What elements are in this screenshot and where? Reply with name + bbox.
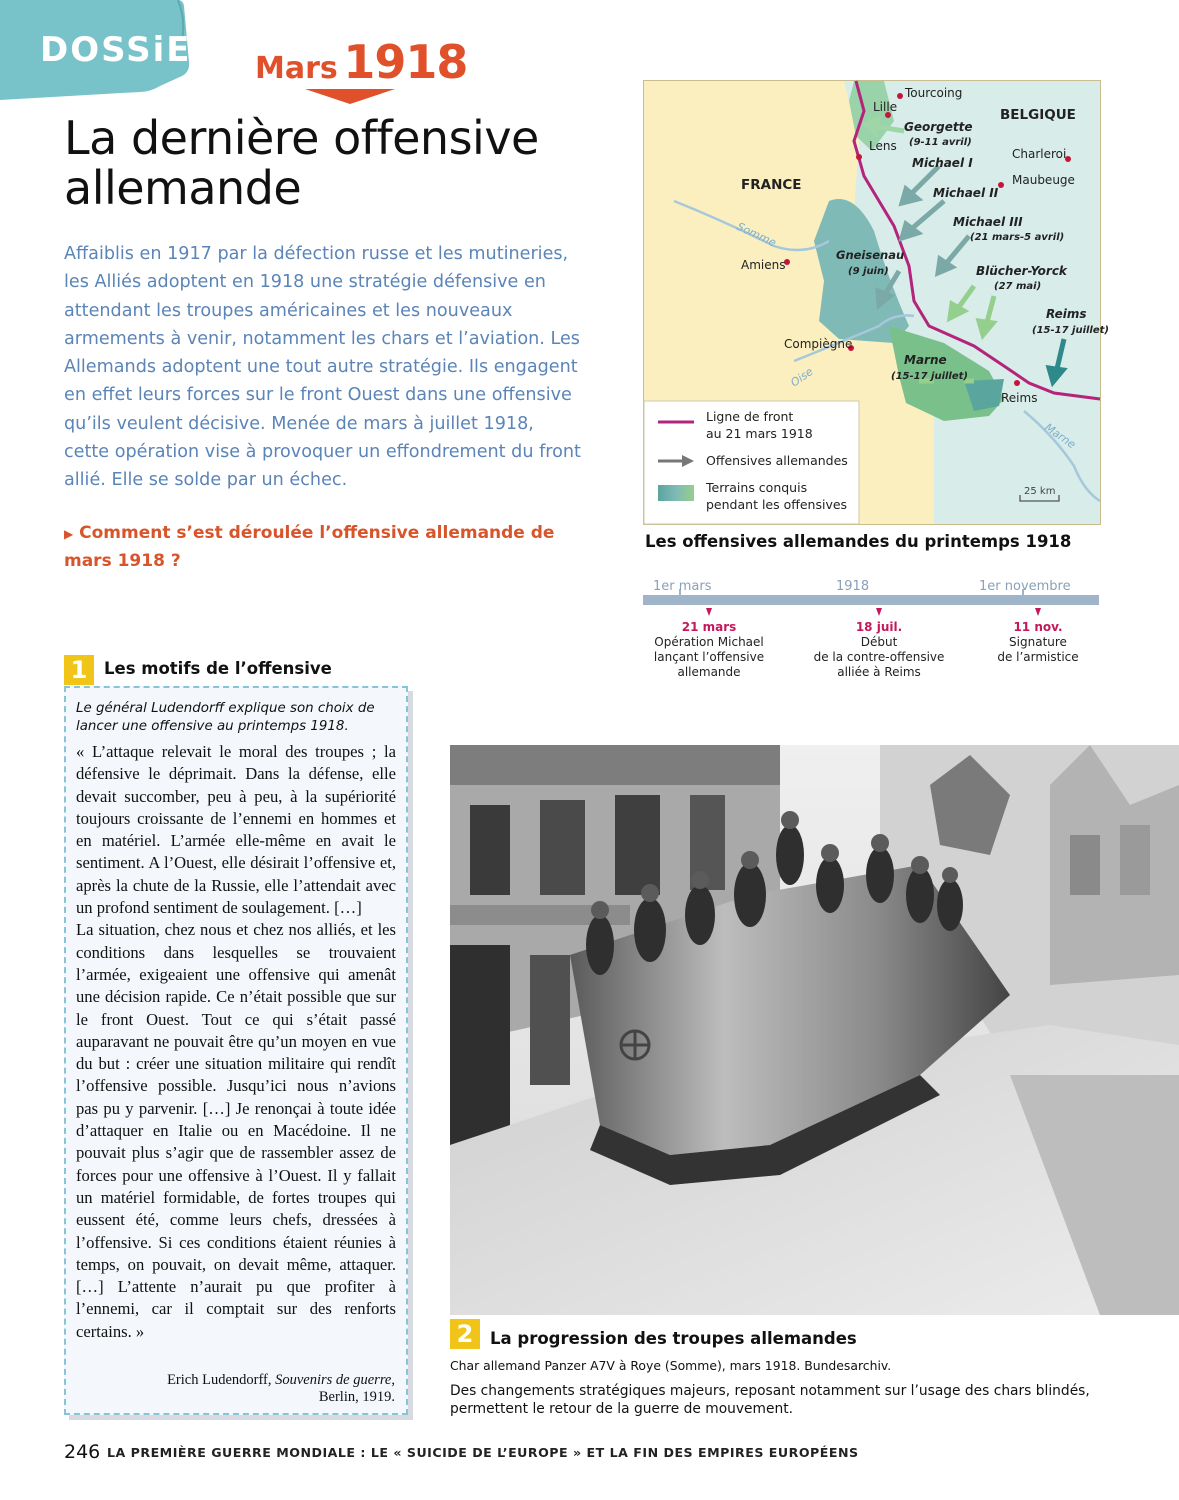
timeline-bar [643,595,1099,605]
label-marne-date: (15-17 juillet) [891,371,968,382]
label-lens: Lens [869,139,897,153]
label-reims-city: Reims [1001,391,1038,405]
document-1-number: 1 [64,655,94,685]
tank-photo [450,745,1179,1315]
label-georgette: Georgette [904,120,973,134]
label-lille: Lille [873,100,898,114]
event-1-line3: allemande [677,665,741,679]
document-2-caption: Char allemand Panzer A7V à Roye (Somme), mars 1918. Bundesarchiv. [450,1358,892,1373]
timeline [643,575,1099,685]
label-tourcoing: Tourcoing [905,86,963,100]
date-month: Mars [255,51,338,86]
label-blucher: Blücher-Yorck [976,264,1067,278]
map-caption: Les offensives allemandes du printemps 1918 [645,532,1072,551]
label-maubeuge: Maubeuge [1012,173,1075,187]
label-oise: Oise [788,364,816,390]
label-marne-offensive: Marne [904,353,947,367]
label-michael3-date: (21 mars-5 avril) [970,232,1065,243]
label-charleroi: Charleroi [1012,147,1067,161]
chapter-title: LA PREMIÈRE GUERRE MONDIALE : LE « SUICIDE DE L’EUROPE » ET LA FIN DES EMPIRES EUROPÉENS [107,1445,859,1460]
label-somme: Somme [734,219,779,250]
event-1-date: 21 mars [681,620,737,634]
label-michael1: Michael I [912,156,973,170]
date-arrow-icon [305,89,395,105]
source-place: Berlin, 1919. [318,1389,395,1405]
timeline-end: 1er novembre [979,579,1071,594]
event-2-date: 18 juil. [855,620,903,634]
label-reims-offensive: Reims [1046,307,1087,321]
label-michael2: Michael II [933,186,999,200]
label-michael3: Michael III [953,215,1023,229]
page-title [64,113,624,213]
timeline-start: 1er mars [653,579,712,594]
label-france: FRANCE [741,177,802,193]
dossier-label: DOSSiER [40,30,220,70]
scale-label: 25 km [1024,486,1056,497]
key-question [64,520,584,575]
event-3-line2: de l’armistice [997,650,1079,664]
event-3-line1: Signature [1009,635,1067,649]
document-2-number: 2 [450,1319,480,1349]
legend-offensives: Offensives allemandes [706,453,848,468]
document-2-title: La progression des troupes allemandes [490,1329,857,1348]
timeline-marker-3 [1035,608,1041,616]
timeline-marker-1 [706,608,712,616]
timeline-year: 1918 [836,579,870,594]
document-1-quote: « L’attaque relevait le moral des troupes ; la défensive le déprimait. Dans la défense, elle devait succomber, peu à peu, à la supériorité toujours croissante de l’ennemi en hommes et en matériel. L’armée elle-même en avait le sentiment. A l’Ouest, elle désirait l’offensive et, après la chute de la Russie, elle l’attendait avec un profond sentiment de soulagement. […] La situation, chez nous et chez nos alliés, et les conditions dans lesquelles se trouvaient l’armée, exigeaient une offensive qui amenât une décision rapide. Ce n’était possible que sur le front Ouest. Tout ce qui s’était passé auparavant ne pouvait être qu’un moyen en vue du but : créer une situation militaire qui rendît l’offensive possible. Jusqu’ici nous n’avions pas pu y parvenir. […] Je renonçai à toute idée d’attaquer en Italie ou en Macédoine. Il ne pouvait plus s’agir que de rassembler assez de forces pour une offensive à l’Ouest. Il y fallait un matériel formidable, de fortes troupes qui eussent été, comme leurs chefs, dressées à l’offensive. Si ces conditions étaient réunies à temps, on pouvait, on devait même, attaquer. […] L’attente n’aurait pu que profiter à l’ennemi, car il comptait sur des renforts certains. » [76,742,396,1341]
event-3-date: 11 nov. [1013,620,1063,634]
label-gneisenau-date: (9 juin) [848,266,889,277]
date-year: 1918 [343,35,468,89]
offensives-map [643,80,1109,525]
source-author: Erich Ludendorff, [167,1372,272,1388]
question-arrow-icon: ▶ [64,527,74,541]
label-amiens: Amiens [741,258,786,272]
event-1-line2: lançant l’offensive [653,650,765,664]
label-georgette-date: (9-11 avril) [909,137,972,148]
page-number: 246 [64,1441,101,1463]
document-1-source: Erich Ludendorff, Souvenirs de guerre, Berlin, 1919. [167,1372,395,1405]
title-line-1: La dernière offensive [64,111,539,165]
map-legend [644,401,859,524]
legend-conquered-1: Terrains conquis [706,480,808,495]
label-belgique: BELGIQUE [1000,107,1076,123]
source-work: Souvenirs de guerre [275,1372,392,1388]
document-2-description: Des changements stratégiques majeurs, reposant notamment sur l’usage des chars blindés, permettent le retour de la guerre de mouvement. [450,1383,1090,1417]
label-compiegne: Compiègne [784,337,853,351]
label-reims-date: (15-17 juillet) [1032,325,1109,336]
label-marne-river: Marne [1042,420,1078,452]
intro-paragraph: Affaiblis en 1917 par la défection russe et les mutineries, les Alliés adoptent en 1918 une stratégie défensive en attendant les troupes américaines et les nouveaux armements à venir, notamment les chars et l’aviation. Les Allemands adoptent une tout autre stratégie. Ils engagent en effet leurs forces sur le front Ouest dans une offensive qu’ils veulent décisive. Menée de mars à juillet 1918, cette opération vise à provoquer un effondrement du front allié. Elle se solde par un échec. [64,244,581,491]
date-label [255,35,467,89]
event-1-line1: Opération Michael [654,635,764,649]
event-2-line1: Début [860,635,898,649]
event-2-line2: de la contre-offensive [813,650,945,664]
legend-front-line-1: Ligne de front [706,409,794,424]
timeline-marker-2 [876,608,882,616]
legend-front-line-2: au 21 mars 1918 [706,426,813,441]
event-2-line3: alliée à Reims [837,665,921,679]
document-1-intro: Le général Ludendorff explique son choix de lancer une offensive au printemps 1918. [76,701,375,734]
question-text: Comment s’est déroulée l’offensive allemande de mars 1918 ? [64,523,555,571]
label-gneisenau: Gneisenau [836,248,905,262]
title-line-2: allemande [64,161,302,215]
legend-conquered-2: pendant les offensives [706,497,848,512]
label-blucher-date: (27 mai) [994,281,1042,292]
document-1-title: Les motifs de l’offensive [104,659,332,678]
